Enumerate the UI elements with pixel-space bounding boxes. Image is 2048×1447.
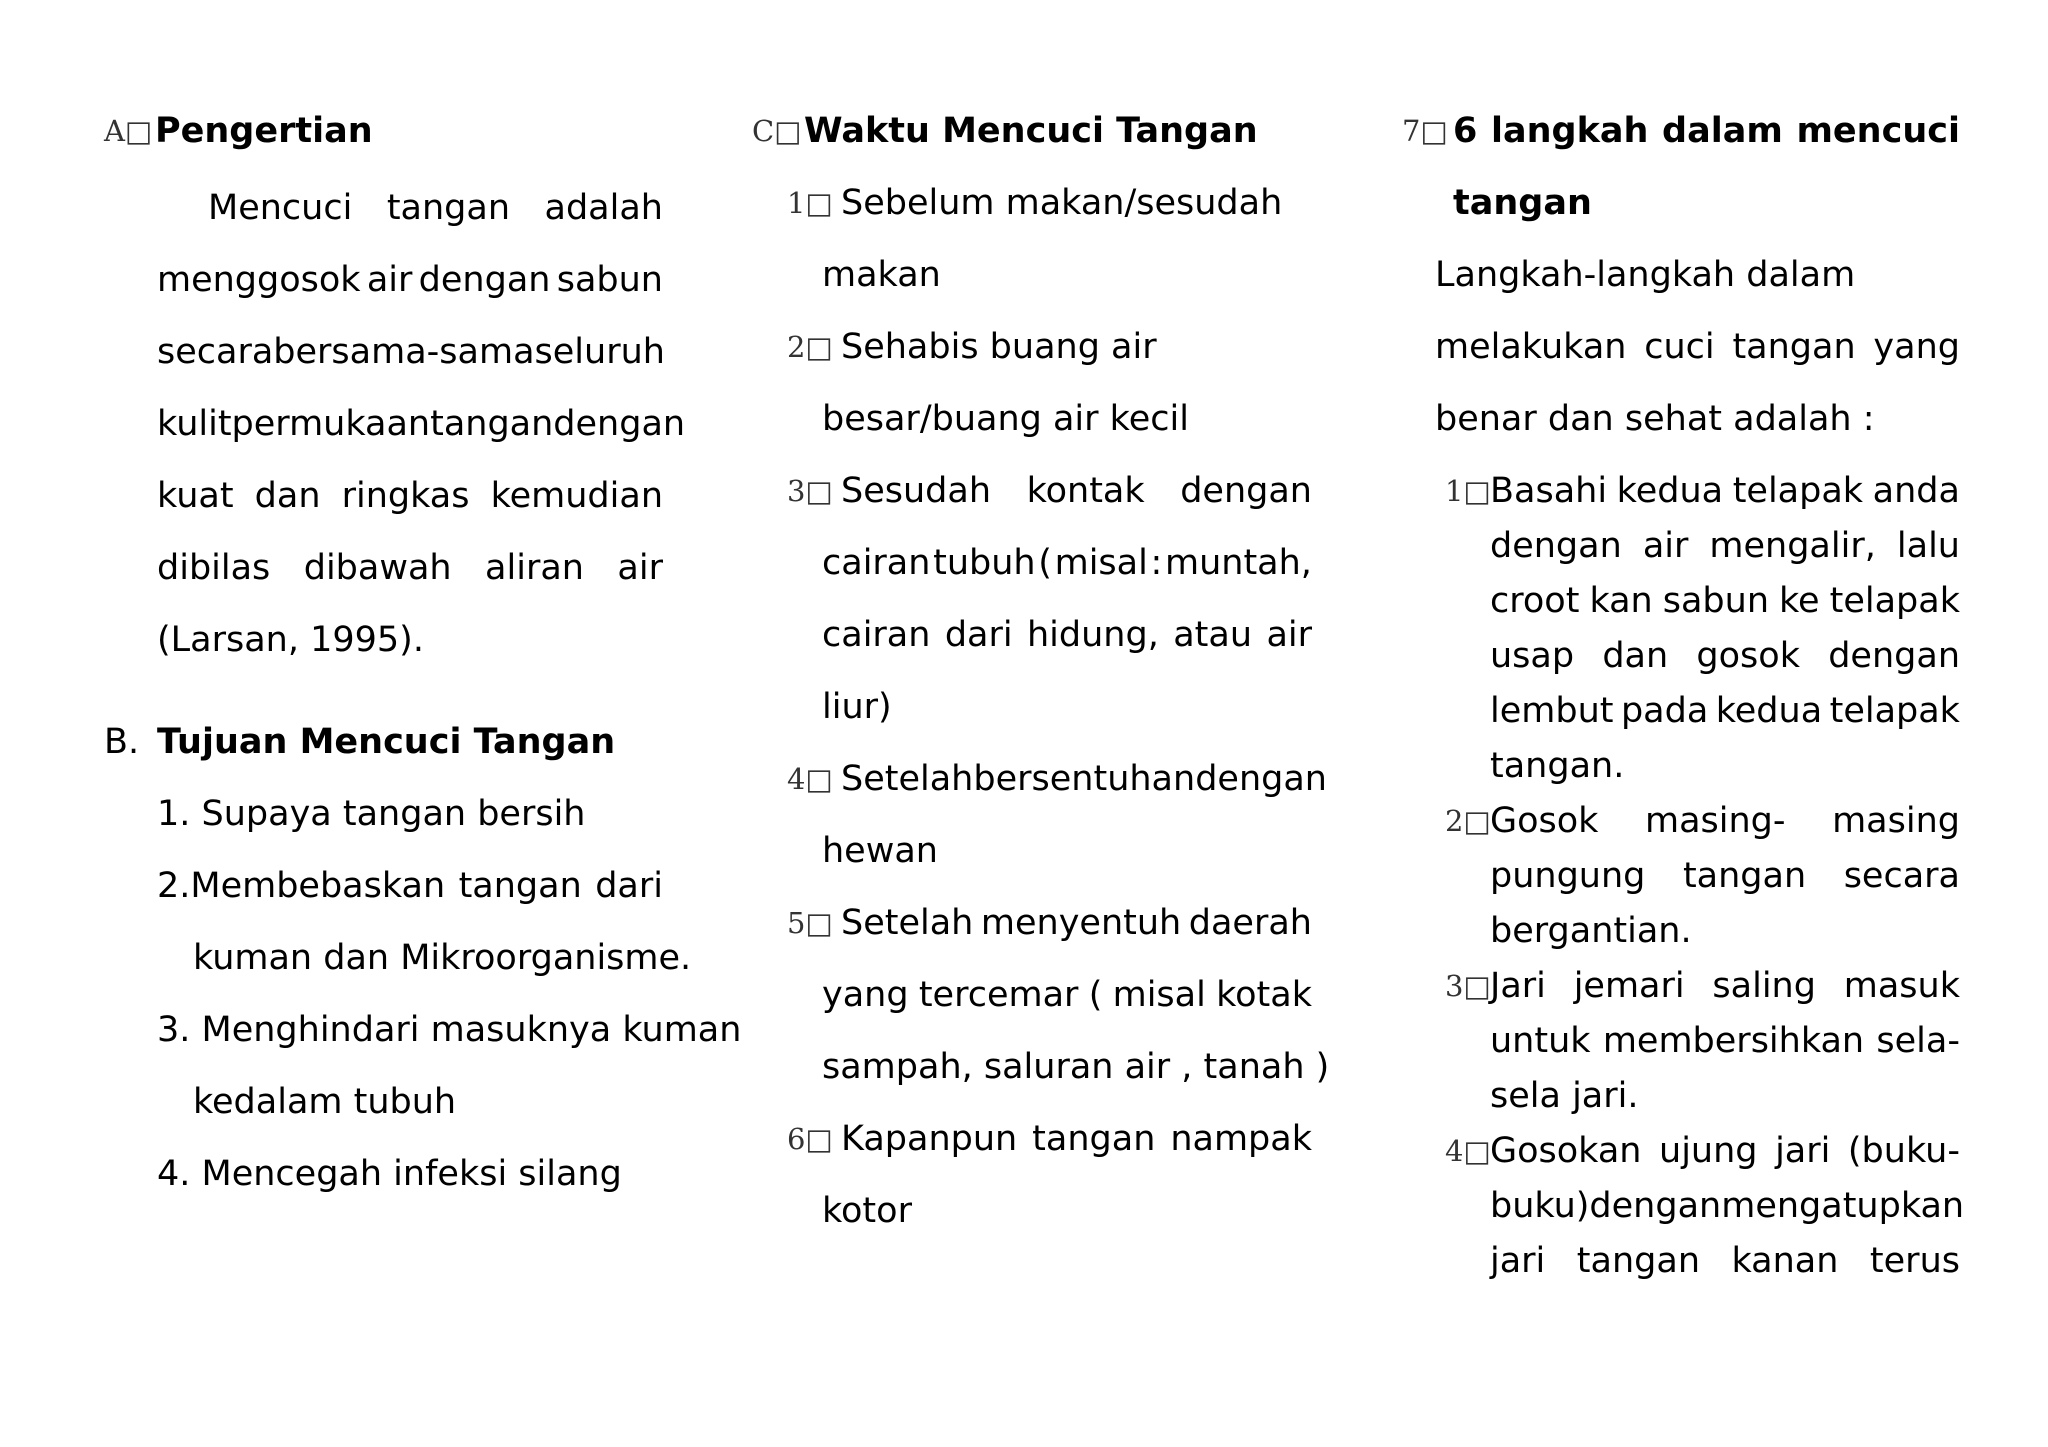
section-c-item-1-marker: 1□ <box>787 186 833 220</box>
step-2-line-2: pungung tangan secara <box>1490 856 1960 896</box>
section-b-item-2: 2.Membebaskan tangan dari <box>157 866 663 906</box>
step-3-line-1: Jari jemari saling masuk <box>1490 966 1960 1006</box>
section-c-item-6-cont: kotor <box>822 1191 912 1231</box>
section-c-item-5: Setelah menyentuh daerah <box>841 903 1312 943</box>
section-7-intro-2: melakukan cuci tangan yang <box>1435 327 1960 367</box>
section-c-item-5-line-2: yang tercemar ( misal kotak <box>822 975 1312 1015</box>
section-c-item-2: Sehabis buang air <box>841 327 1157 367</box>
section-c-item-5-last: sampah, saluran air , tanah ) <box>822 1047 1330 1087</box>
step-4-marker: 4□ <box>1445 1134 1491 1168</box>
step-2-line-1: Gosok masing- masing <box>1490 801 1960 841</box>
section-7-intro-1: Langkah-langkah dalam <box>1435 255 1856 295</box>
step-3-marker: 3□ <box>1445 969 1491 1003</box>
section-c-item-4: Setelah bersentuhan dengan <box>841 759 1327 799</box>
section-c-title: Waktu Mencuci Tangan <box>804 111 1258 151</box>
section-c-item-1-cont: makan <box>822 255 941 295</box>
section-7-title-cont: tangan <box>1453 183 1592 223</box>
section-c-item-3-line-3: cairan dari hidung, atau air <box>822 615 1312 655</box>
section-c-item-3: Sesudah kontak dengan <box>841 471 1312 511</box>
section-a-line-2: menggosok air dengan sabun <box>157 260 663 300</box>
section-a-citation: (Larsan, 1995). <box>157 620 424 660</box>
step-4-line-2: buku)dengan mengatupkan <box>1490 1186 1965 1226</box>
section-c-item-3-line-2: cairan tubuh ( misal : muntah, <box>822 543 1312 583</box>
step-1-line-2: dengan air mengalir, lalu <box>1490 526 1960 566</box>
section-a-line-4: kulit permukaan tangan dengan <box>157 404 686 444</box>
section-c-item-3-marker: 3□ <box>787 474 833 508</box>
section-c-item-4-marker: 4□ <box>787 762 833 796</box>
section-a-title: Pengertian <box>155 111 373 151</box>
section-7-marker: 7□ <box>1402 114 1448 148</box>
section-a-line-6: dibilas dibawah aliran air <box>157 548 663 588</box>
section-c-item-1: Sebelum makan/sesudah <box>841 183 1283 223</box>
section-c-item-3-last: liur) <box>822 687 892 727</box>
step-1-line-5: lembut pada kedua telapak <box>1490 691 1960 731</box>
step-4-line-3: jari tangan kanan terus <box>1490 1241 1960 1281</box>
section-a-line-3: secara bersama-sama seluruh <box>157 332 665 372</box>
section-a-line-5: kuat dan ringkas kemudian <box>157 476 663 516</box>
section-c-item-2-marker: 2□ <box>787 330 833 364</box>
section-7-title: 6 langkah dalam mencuci <box>1453 111 1960 151</box>
section-b-item-3: 3. Menghindari masuknya kuman <box>157 1010 742 1050</box>
step-1-line-4: usap dan gosok dengan <box>1490 636 1960 676</box>
section-c-marker: C□ <box>752 114 802 148</box>
section-b-title: Tujuan Mencuci Tangan <box>157 722 616 762</box>
step-2-last: bergantian. <box>1490 911 1692 951</box>
section-c-item-6: Kapanpun tangan nampak <box>841 1119 1312 1159</box>
section-b-item-4: 4. Mencegah infeksi silang <box>157 1154 622 1194</box>
step-1-line-3: croot kan sabun ke telapak <box>1490 581 1960 621</box>
step-3-last: sela jari. <box>1490 1076 1639 1116</box>
step-1-last: tangan. <box>1490 746 1625 786</box>
step-3-line-2: untuk membersihkan sela- <box>1490 1021 1960 1061</box>
step-1-line-1: Basahi kedua telapak anda <box>1490 471 1960 511</box>
section-c-item-5-marker: 5□ <box>787 906 833 940</box>
section-b-item-1: 1. Supaya tangan bersih <box>157 794 586 834</box>
section-b-item-2-cont: kuman dan Mikroorganisme. <box>193 938 692 978</box>
step-4-line-1: Gosokan ujung jari (buku- <box>1490 1131 1960 1171</box>
step-1-marker: 1□ <box>1445 474 1491 508</box>
section-a-line-1: Mencuci tangan adalah <box>208 188 663 228</box>
section-c-item-4-cont: hewan <box>822 831 938 871</box>
section-c-item-2-cont: besar/buang air kecil <box>822 399 1189 439</box>
step-2-marker: 2□ <box>1445 804 1491 838</box>
section-c-item-6-marker: 6□ <box>787 1122 833 1156</box>
section-a-marker: A□ <box>104 114 153 148</box>
section-7-intro-3: benar dan sehat adalah : <box>1435 399 1875 439</box>
section-b-item-3-cont: kedalam tubuh <box>193 1082 457 1122</box>
section-b-marker: B. <box>104 722 140 762</box>
